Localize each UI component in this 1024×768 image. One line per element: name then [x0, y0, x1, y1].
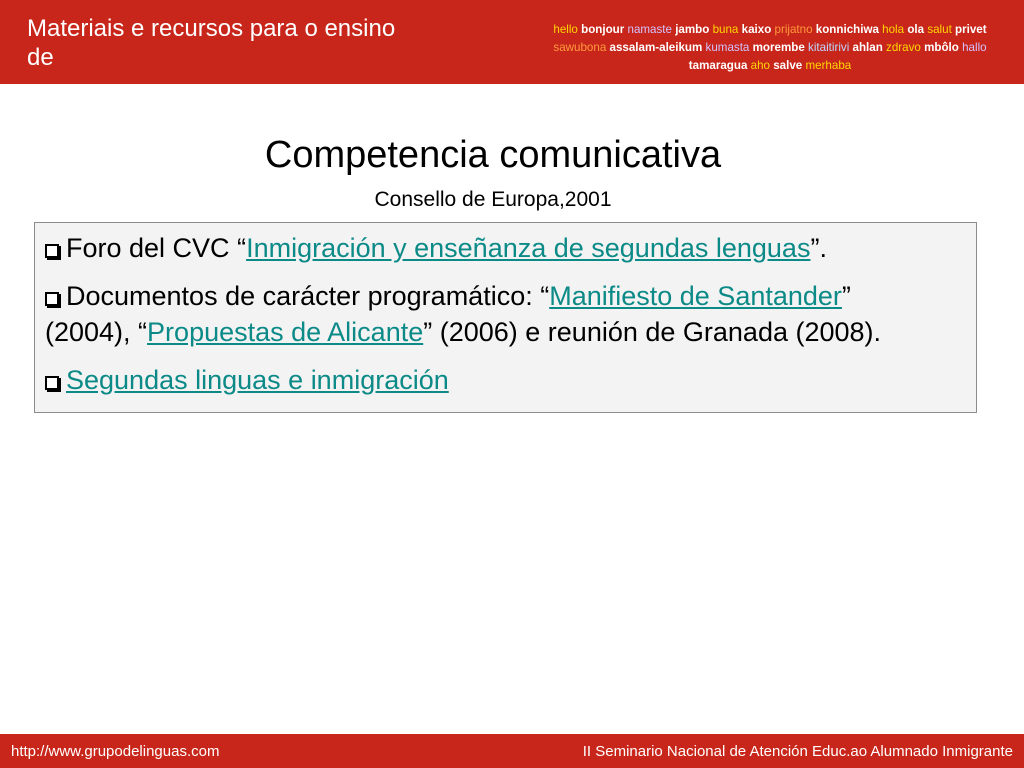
list-item-documentos — [45, 278, 935, 350]
greeting-word: namaste — [627, 23, 672, 36]
checkbox-bullet-icon — [45, 376, 59, 390]
checkbox-bullet-icon — [45, 292, 59, 306]
footer-bar — [0, 734, 1024, 768]
link-inmigracion-ensenanza[interactable]: Inmigración y enseñanza de segundas lenguas — [246, 233, 811, 263]
greeting-word: aho — [750, 59, 770, 72]
link-segundas-linguas[interactable]: Segundas linguas e inmigración — [66, 365, 449, 395]
item2-middle: ” (2004), “ — [45, 281, 851, 347]
greeting-word: konnichiwa — [815, 23, 879, 36]
greeting-word: ola — [907, 23, 925, 36]
item2-suffix: ” (2006) e reunión de Granada (2008). — [423, 317, 882, 347]
header-title: Materiais e recursos para o ensino de — [27, 15, 396, 71]
checkbox-bullet-icon — [45, 244, 59, 258]
greeting-word: prijatno — [774, 23, 813, 36]
greeting-word: assalam-aleikum — [609, 41, 703, 54]
greeting-word: ahlan — [852, 41, 883, 54]
greeting-word: buna — [712, 23, 739, 36]
greeting-word: merhaba — [805, 59, 852, 72]
item1-suffix: ”. — [810, 233, 827, 263]
greeting-word: kitaitirivi — [808, 41, 850, 54]
greeting-word: sawubona — [553, 41, 607, 54]
slide-subtitle: Consello de Europa,2001 — [374, 188, 612, 211]
item1-prefix: Foro del CVC “ — [66, 233, 247, 263]
greeting-word: privet — [955, 23, 987, 36]
greeting-word: salve — [773, 59, 803, 72]
header-bar — [0, 0, 1024, 84]
greeting-word: zdravo — [886, 41, 921, 54]
greeting-word: tamaragua — [688, 59, 748, 72]
greeting-word: kaixo — [741, 23, 772, 36]
greeting-word: salut — [927, 23, 952, 36]
footer-seminar-title: II Seminario Nacional de Atención Educ.ao Alumnado Inmigrante — [582, 743, 1013, 760]
greeting-word: kumasta — [705, 41, 750, 54]
greeting-word: hello — [553, 23, 578, 36]
footer-url[interactable]: http://www.grupodelinguas.com — [11, 743, 220, 760]
list-item-foro — [45, 230, 935, 266]
greeting-word: mbôlo — [924, 41, 959, 54]
link-propuestas-alicante[interactable]: Propuestas de Alicante — [147, 317, 424, 347]
greeting-word: morembe — [752, 41, 805, 54]
item2-prefix: Documentos de carácter programático: “ — [66, 281, 550, 311]
list-item-segundas-linguas — [45, 362, 935, 398]
bullet-list — [45, 230, 935, 410]
link-manifiesto-santander[interactable]: Manifiesto de Santander — [549, 281, 842, 311]
slide-title: Competencia comunicativa — [264, 134, 722, 176]
greeting-word: bonjour — [581, 23, 625, 36]
greetings-banner — [540, 21, 1000, 75]
greeting-word: hallo — [962, 41, 987, 54]
greeting-word: hola — [882, 23, 905, 36]
greeting-word: jambo — [675, 23, 710, 36]
